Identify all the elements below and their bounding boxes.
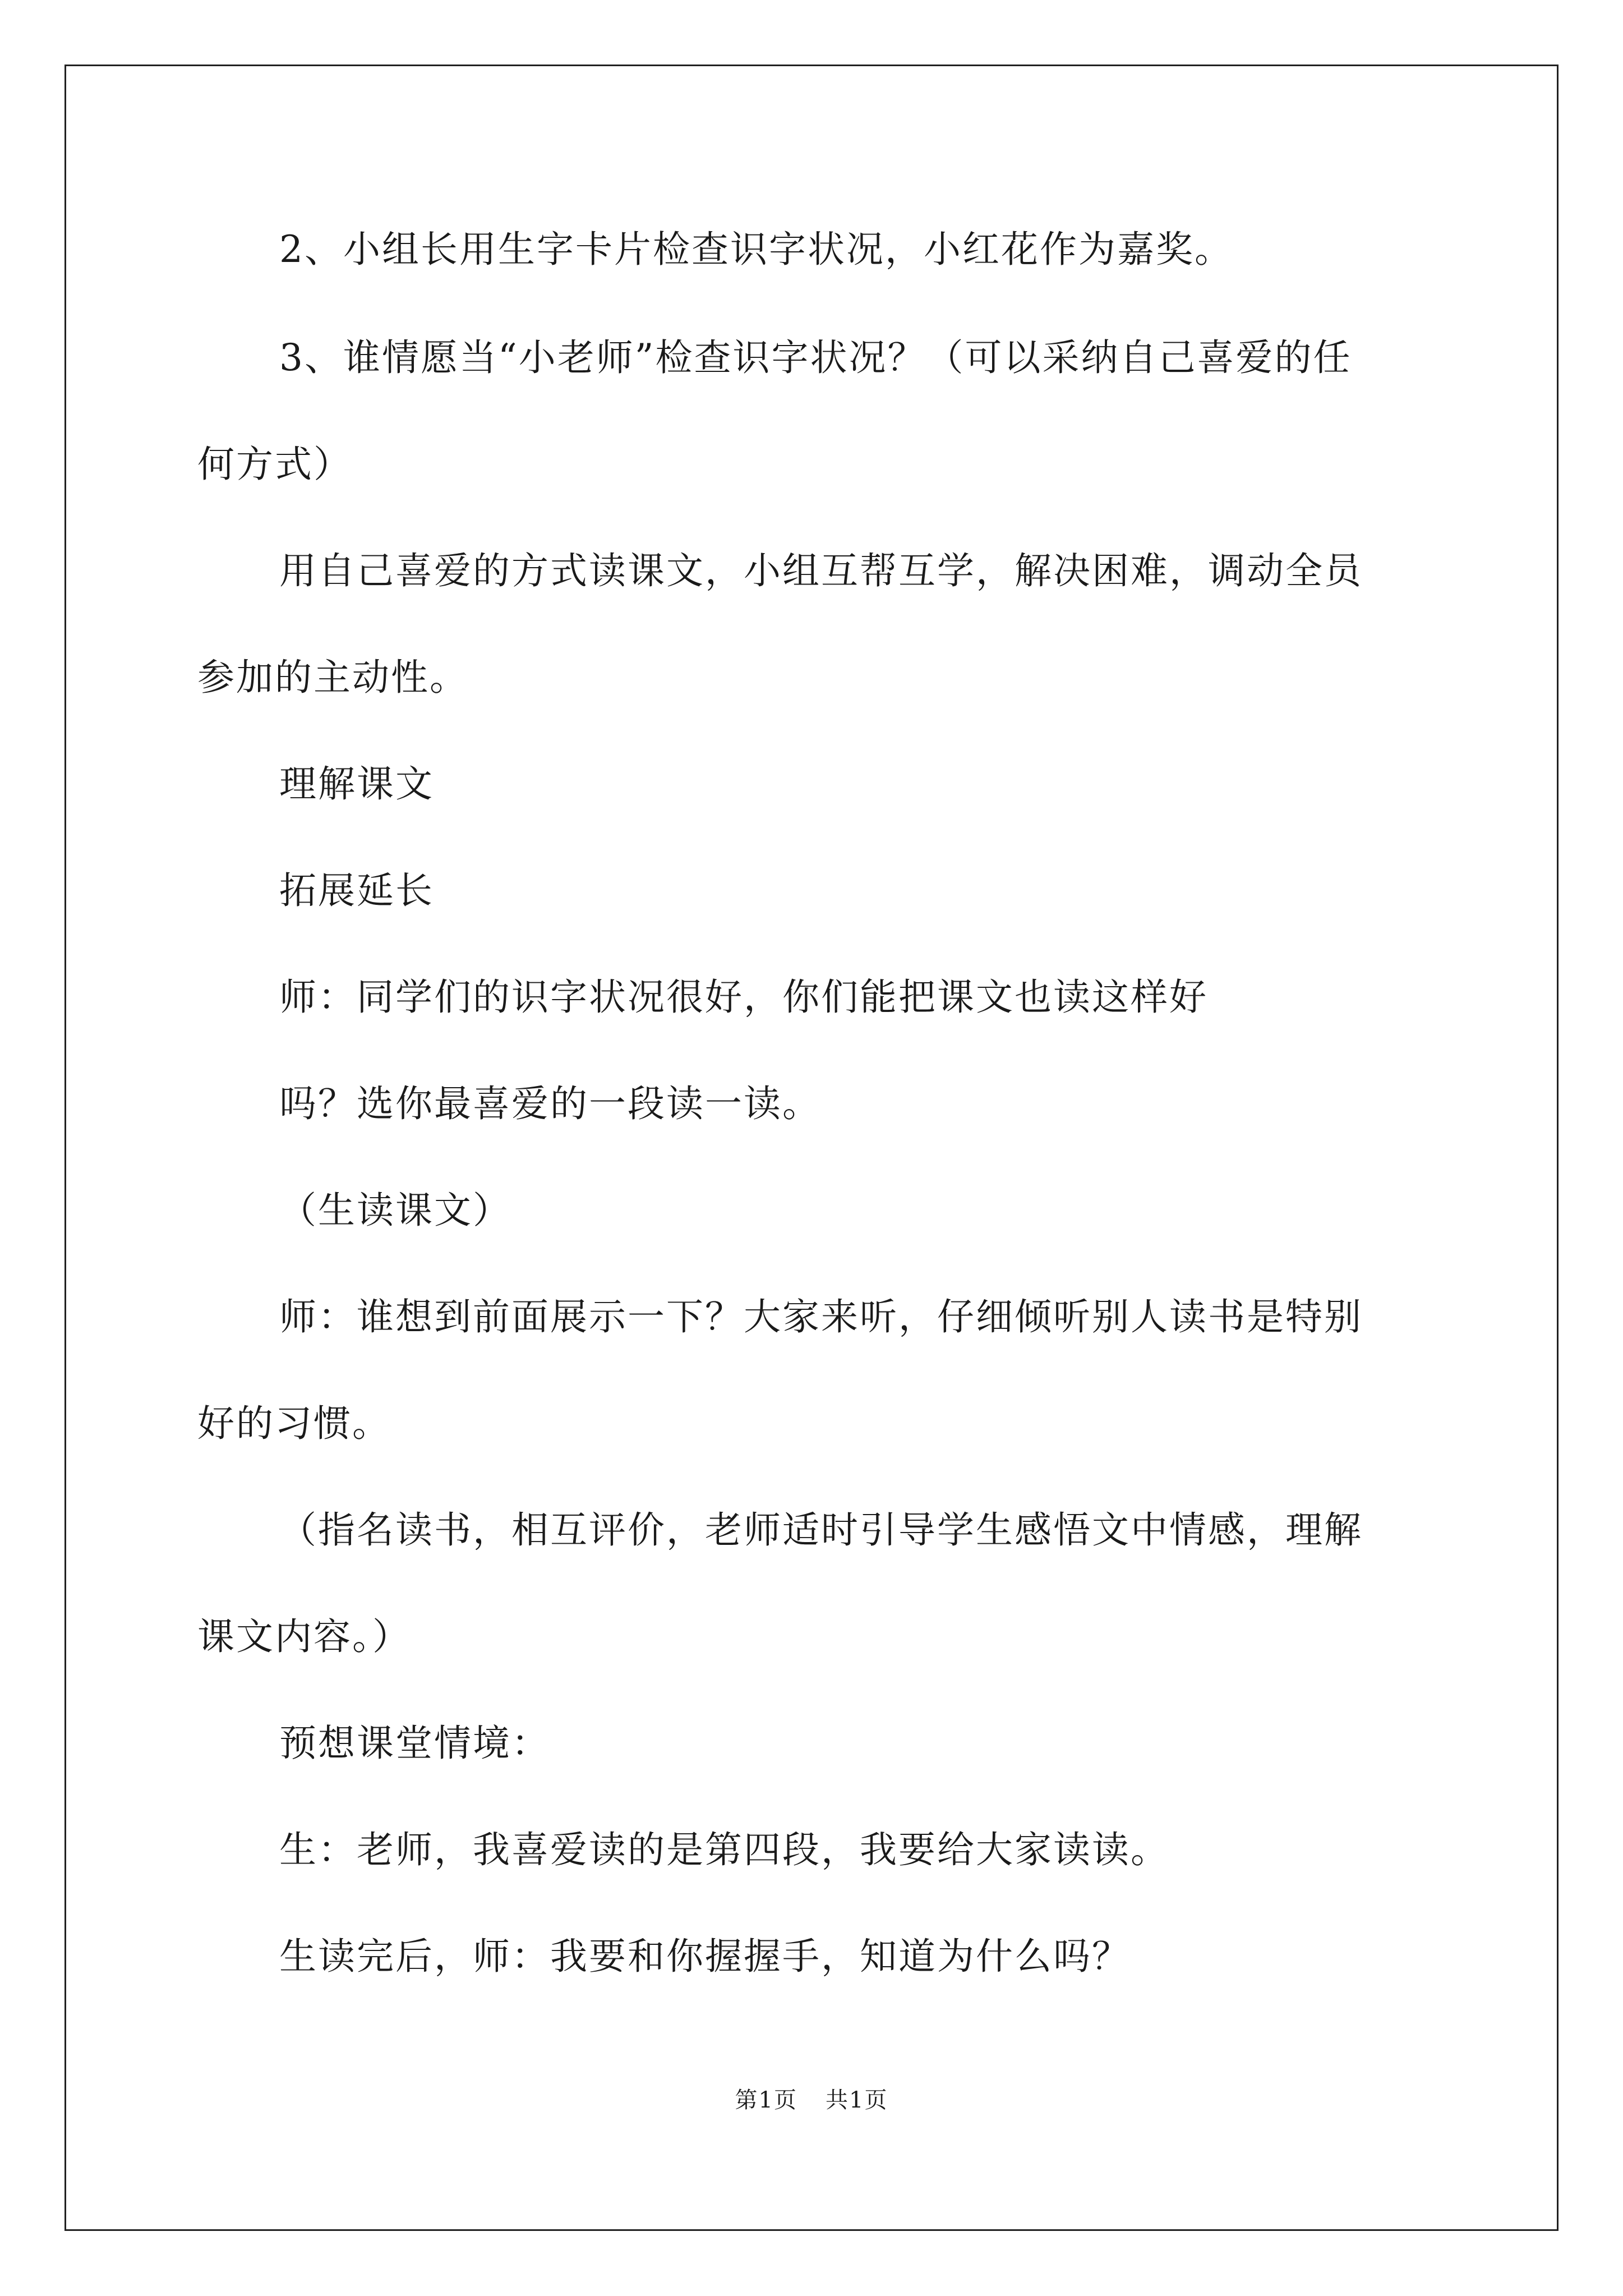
- paragraph-12-line-1: 生：老师，我喜爱读的是第四段，我要给大家读读。: [279, 1828, 1169, 1871]
- paragraph-10-line-1: （指名读书，相互评价，老师适时引导学生感悟文中情感，理解: [279, 1508, 1363, 1552]
- page-number-total: 共1页: [826, 2087, 888, 2113]
- paragraph-10-line-2: 课文内容。）: [197, 1615, 411, 1658]
- paragraph-2-line-2: 何方式）: [197, 443, 352, 486]
- paragraph-5-line-1: 拓展延长: [279, 869, 434, 912]
- page-number-current: 第1页: [735, 2087, 797, 2113]
- paragraph-13-line-1: 生读完后，师：我要和你握握手，知道为什么吗？: [279, 1935, 1131, 1978]
- page-border: [64, 65, 1559, 2231]
- paragraph-8-line-1: （生读课文）: [279, 1189, 511, 1232]
- paragraph-6-line-1: 师：同学们的识字状况很好，你们能把课文也读这样好: [279, 976, 1208, 1019]
- paragraph-11-line-1: 预想课堂情境：: [279, 1722, 550, 1765]
- paragraph-4-line-1: 理解课文: [279, 762, 434, 806]
- paragraph-9-line-2: 好的习惯。: [197, 1402, 391, 1445]
- page-footer: [0, 2089, 1623, 2111]
- paragraph-3-line-1: 用自己喜爱的方式读课文，小组互帮互学，解决困难，调动全员: [279, 549, 1363, 592]
- paragraph-9-line-1: 师：谁想到前面展示一下？大家来听，仔细倾听别人读书是特别: [279, 1295, 1363, 1338]
- paragraph-7-line-1: 吗？选你最喜爱的一段读一读。: [279, 1082, 821, 1125]
- paragraph-3-line-2: 参加的主动性。: [197, 656, 468, 699]
- paragraph-2-line-1: 3、谁情愿当“小老师”检查识字状况？（可以采纳自己喜爱的任: [279, 336, 1352, 379]
- paragraph-1-line-1: 2、小组长用生字卡片检查识字状况，小红花作为嘉奖。: [279, 228, 1233, 271]
